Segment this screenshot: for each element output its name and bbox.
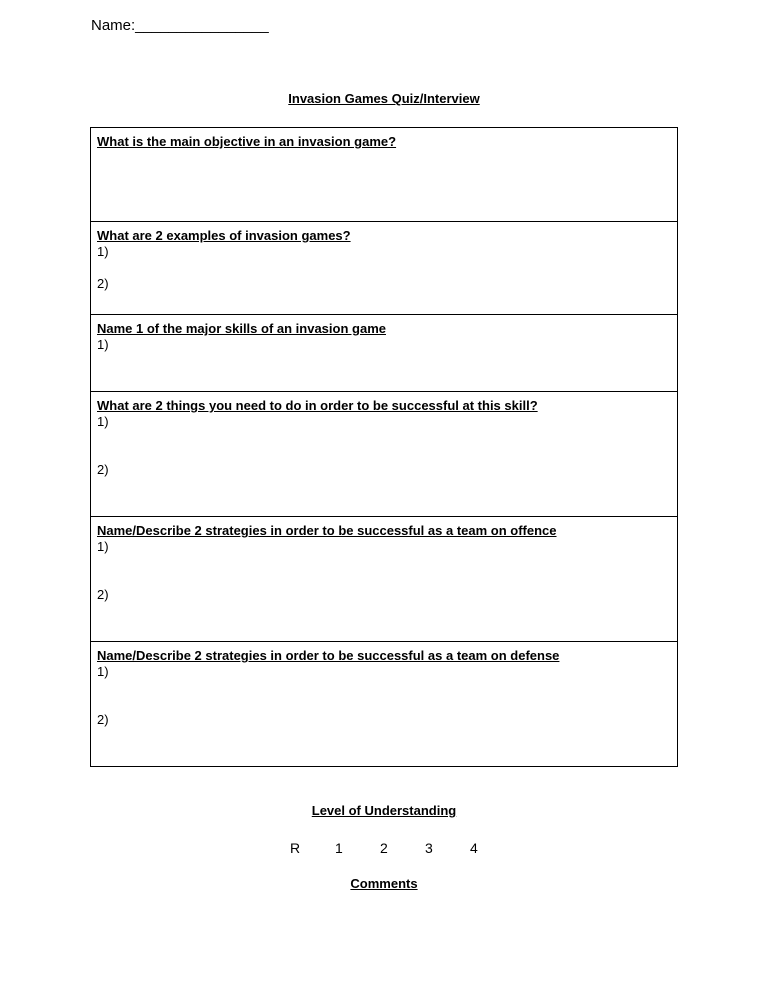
answer-number: 1): [97, 664, 109, 679]
answer-number: 1): [97, 539, 109, 554]
question-text: Name/Describe 2 strategies in order to be successful as a team on defense: [97, 648, 560, 663]
answer-number: 2): [97, 587, 109, 602]
question-text: What is the main objective in an invasion game?: [97, 134, 397, 149]
scale-option-1: 1: [335, 840, 343, 856]
question-row-major-skill: [91, 314, 677, 391]
answer-number: 2): [97, 712, 109, 727]
scale-option-2: 2: [380, 840, 388, 856]
page-title: Invasion Games Quiz/Interview: [288, 91, 480, 106]
question-row-skill-success: [91, 391, 677, 516]
level-of-understanding-title: Level of Understanding: [311, 803, 457, 818]
scale-option-r: R: [290, 840, 301, 856]
answer-number: 2): [97, 276, 109, 291]
question-text: Name 1 of the major skills of an invasion game: [97, 321, 386, 336]
question-text: What are 2 things you need to do in order to be successful at this skill?: [97, 398, 538, 413]
answer-number: 1): [97, 337, 109, 352]
answer-number: 2): [97, 462, 109, 477]
question-text: What are 2 examples of invasion games?: [97, 228, 351, 243]
question-row-examples: [91, 221, 677, 314]
question-row-defense: [91, 641, 677, 766]
scale-option-4: 4: [470, 840, 478, 856]
question-row-offence: [91, 516, 677, 641]
name-field-label: Name:________________: [91, 17, 269, 34]
question-text: Name/Describe 2 strategies in order to be successful as a team on offence: [97, 523, 557, 538]
answer-number: 1): [97, 414, 109, 429]
comments-title: Comments: [350, 876, 418, 891]
answer-number: 1): [97, 244, 109, 259]
quiz-table: [90, 127, 678, 767]
scale-option-3: 3: [425, 840, 433, 856]
question-row-objective: [91, 128, 677, 221]
